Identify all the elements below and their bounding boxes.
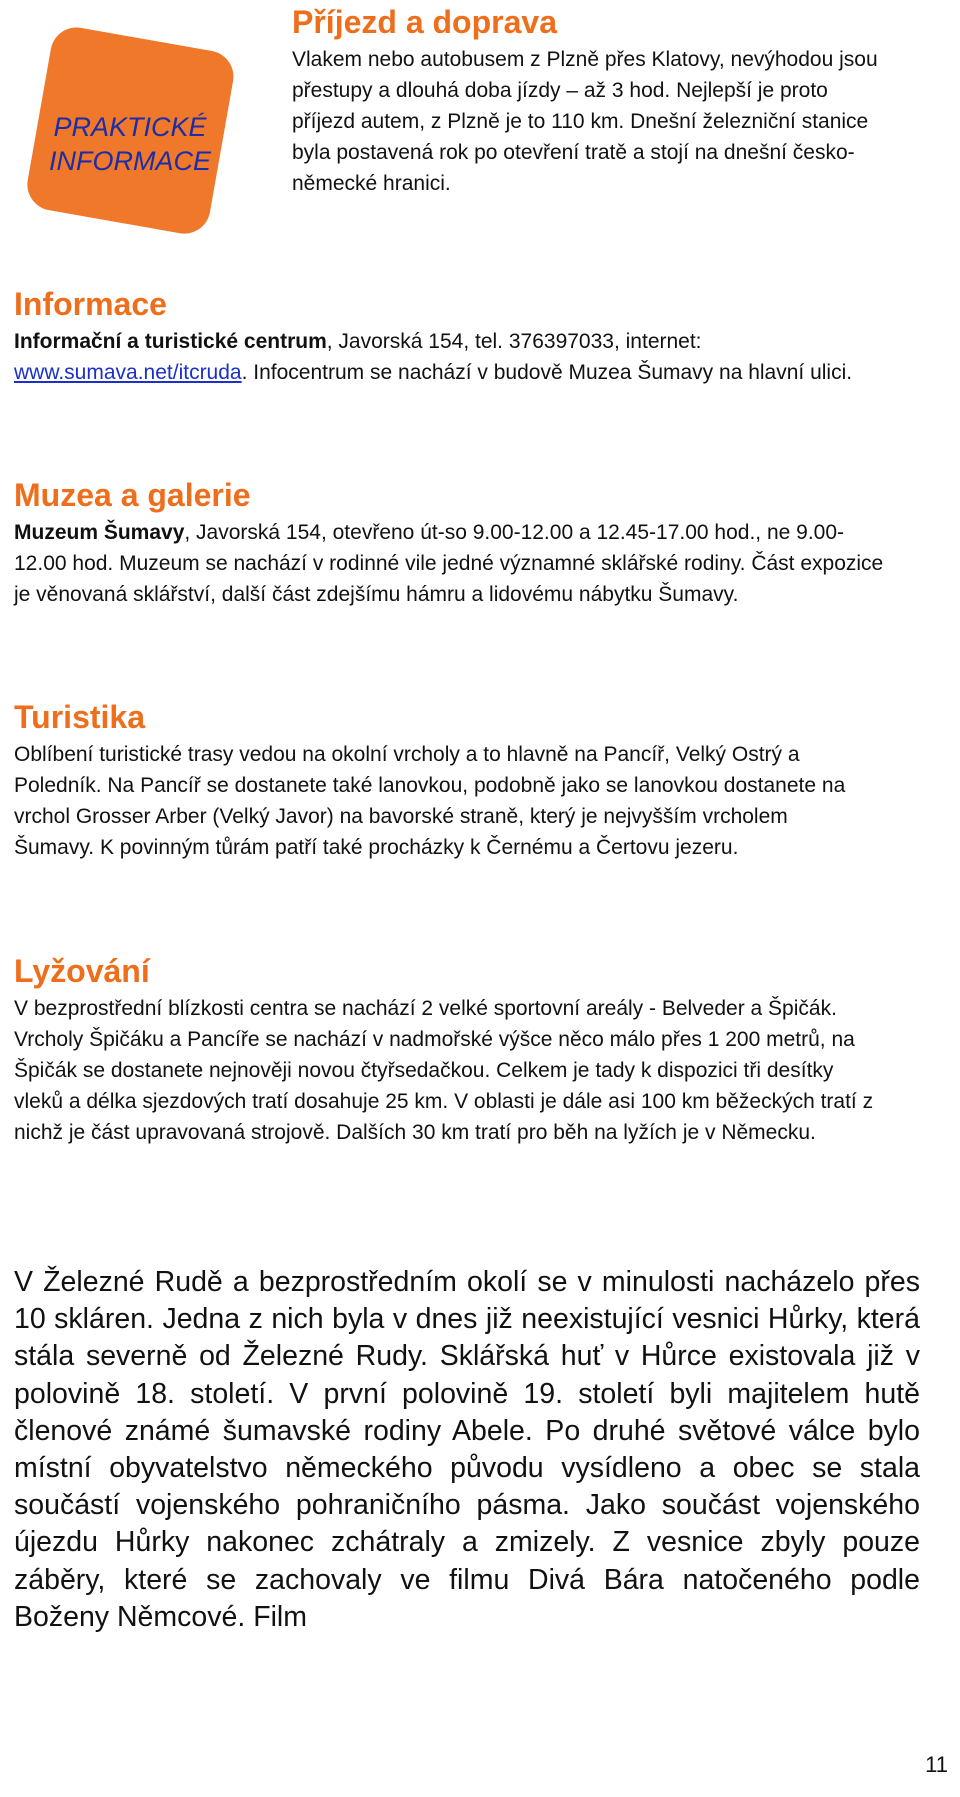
info-centre-link[interactable]: www.sumava.net/itcruda: [14, 361, 242, 384]
section-text-turistika: Oblíbení turistické trasy vedou na okolní vrcholy a to hlavně na Pancíř, Velký Ostrý a Poledník. Na Pancíř se dostanete také lanovkou, podobně jako se lanovkou dostanete na vrchol Grosser Arber (Velký Javor) na bavorské straně, který je nejvyšším vrcholem Šumavy. K povinným tůrám patří také procházky k Černému a Čertovu jezeru.: [14, 743, 846, 859]
section-text-doprava: Vlakem nebo autobusem z Plzně přes Klatovy, nevýhodou jsou přestupy a dlouhá doba jízdy – až 3 hod. Nejlepší je proto příjezd autem, z Plzně je to 110 km. Dnešní železniční stanice byla postavená rok po otevření tratě a stojí na dnešní česko-německé hranici.: [292, 48, 878, 195]
section-title-lyzovani: Lyžování: [14, 953, 150, 989]
info-centre-address: , Javorská 154, tel. 376397033, internet:: [326, 330, 702, 353]
page-number: 11: [925, 1752, 948, 1777]
section-title-turistika: Turistika: [14, 699, 145, 735]
info-centre-name: Informační a turistické centrum: [14, 330, 327, 353]
badge-shape: [8, 8, 253, 253]
badge-line-1: PRAKTICKÉ: [53, 112, 207, 142]
info-centre-location: . Infocentrum se nachází v budově Muzea Šumavy na hlavní ulici.: [241, 361, 853, 384]
museum-name: Muzeum Šumavy: [14, 521, 185, 544]
section-text-informace: [14, 326, 894, 388]
section-title-informace: Informace: [14, 286, 167, 322]
section-title-doprava: Příjezd a doprava: [292, 4, 557, 40]
section-text-muzea: [14, 517, 894, 610]
museum-details: , Javorská 154, otevřeno út-so 9.00-12.00 a 12.45-17.00 hod., ne 9.00-12.00 hod. Muzeum se nachází v rodinné vile jedné významné sklářské rodiny. Část expozice je věnovaná sklářství, další část zdejšímu hámru a lidovému nábytku Šumavy.: [14, 521, 884, 606]
badge-line-2: INFORMACE: [49, 146, 211, 176]
section-text-lyzovani: V bezprostřední blízkosti centra se nachází 2 velké sportovní areály - Belveder a Špičák. Vrcholy Špičáku a Pancíře se nachází v nadmořské výšce něco málo přes 1 200 metrů, na Špičák se dostanete nejnověji novou čtyřsedačkou. Celkem je tady k dispozici tři desítky vleků a délka sjezdových tratí dosahuje 25 km. V oblasti je dále asi 100 km běžeckých tratí z nichž je část upravovaná strojově. Dalších 30 km tratí pro běh na lyžích je v Německu.: [14, 997, 874, 1144]
praktické-informace-badge: [8, 8, 253, 253]
section-title-muzea: Muzea a galerie: [14, 477, 251, 513]
history-paragraph: V Železné Rudě a bezprostředním okolí se v minulosti nacházelo přes 10 skláren. Jedna z nich byla v dnes již neexistující vesnici Hůrky, která stála severně od Železné Rudy. Sklářská huť v Hůrce existovala již v polovině 18. století. V první polovině 19. století byli majitelem hutě členové známé šumavské rodiny Abele. Po druhé světové válce bylo místní obyvatelstvo německého původu vysídleno a obec se stala součástí vojenského pohraničního pásma. Jako součást vojenského újezdu Hůrky nakonec zchátraly a zmizely. Z vesnice zbyly pouze záběry, které se zachovaly ve filmu Divá Bára natočeného podle Boženy Němcové. Film: [14, 1266, 920, 1633]
